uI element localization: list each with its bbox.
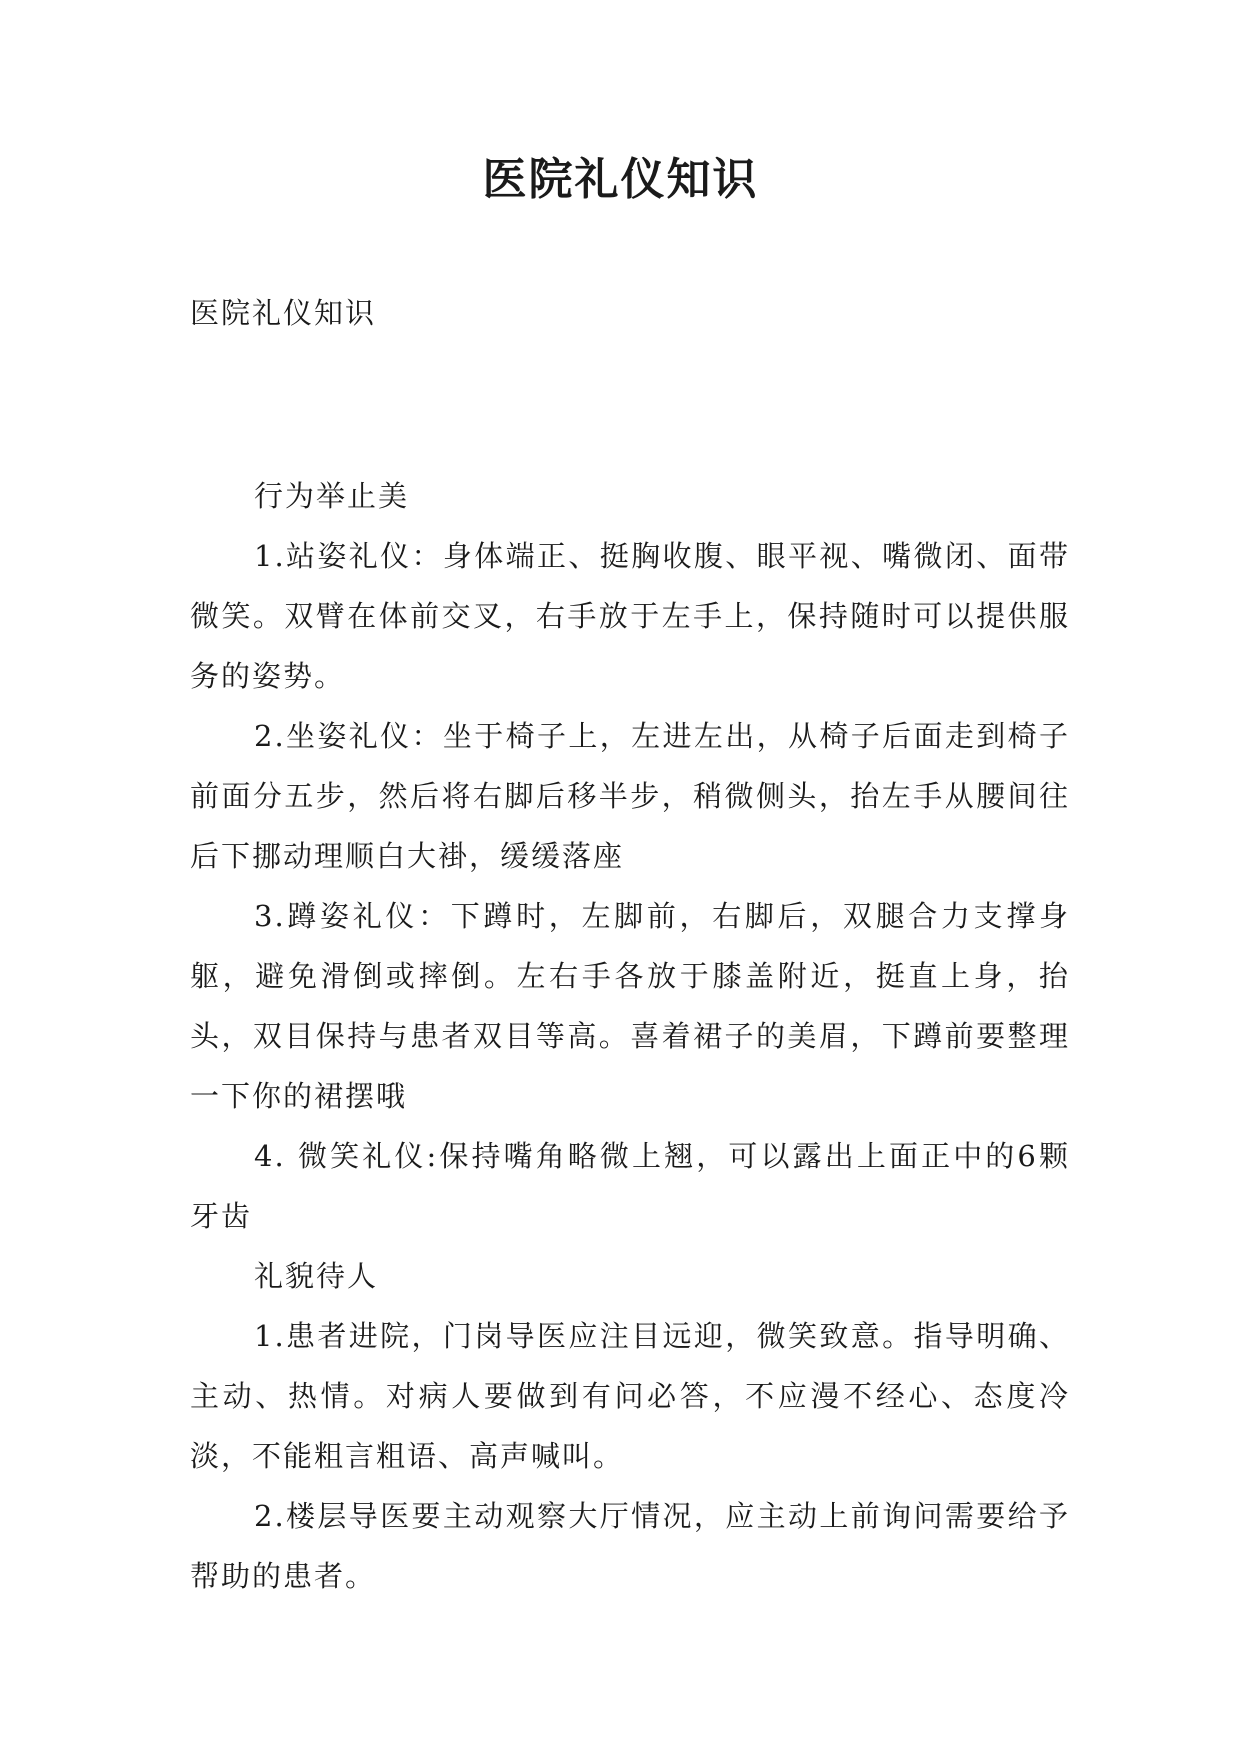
paragraph-smile-etiquette: 4. 微笑礼仪:保持嘴角略微上翘，可以露出上面正中的6颗牙齿: [190, 1139, 1070, 1233]
paragraph-patient-reception: 1.患者进院，门岗导医应注目远迎，微笑致意。指导明确、主动、热情。对病人要做到有问必答，不应漫不经心、态度冷淡，不能粗言粗语、高声喊叫。: [190, 1319, 1070, 1473]
document-body: [190, 466, 1070, 1606]
paragraph-squatting-etiquette: 3.蹲姿礼仪：下蹲时，左脚前，右脚后，双腿合力支撑身躯，避免滑倒或摔倒。左右手各放于膝盖附近，挺直上身，抬头，双目保持与患者双目等高。喜着裙子的美眉，下蹲前要整理一下你的裙摆哦: [190, 899, 1070, 1113]
paragraph-standing-etiquette: 1.站姿礼仪：身体端正、挺胸收腹、眼平视、嘴微闭、面带微笑。双臂在体前交叉，右手放于左手上，保持随时可以提供服务的姿势。: [190, 539, 1070, 693]
section-heading-courtesy: 礼貌待人: [254, 1259, 379, 1293]
paragraph-floor-guide: 2.楼层导医要主动观察大厅情况，应主动上前询问需要给予帮助的患者。: [190, 1499, 1070, 1593]
document-subtitle: 医院礼仪知识: [190, 296, 377, 330]
document-title: 医院礼仪知识: [482, 154, 759, 205]
section-heading-behavior: 行为举止美: [254, 479, 410, 513]
paragraph-sitting-etiquette: 2.坐姿礼仪：坐于椅子上，左进左出，从椅子后面走到椅子前面分五步，然后将右脚后移半步，稍微侧头，抬左手从腰间往后下挪动理顺白大褂，缓缓落座: [190, 719, 1070, 873]
